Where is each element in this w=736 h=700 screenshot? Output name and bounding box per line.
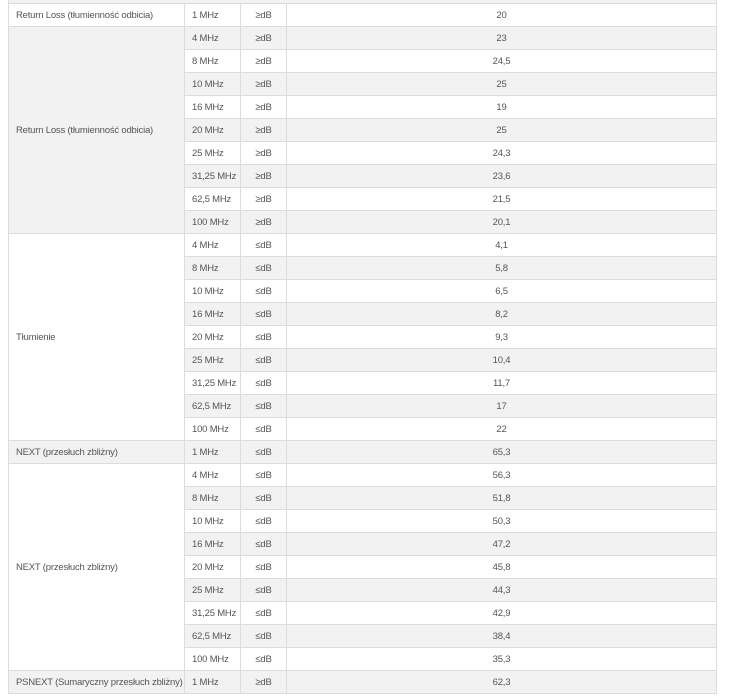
unit-cell: ≤dB xyxy=(241,464,287,487)
frequency-cell: 25 MHz xyxy=(185,579,241,602)
unit-cell: ≤dB xyxy=(241,602,287,625)
value-cell: 56,3 xyxy=(287,464,717,487)
value-cell: 24,5 xyxy=(287,50,717,73)
parameter-cell: PSNEXT (Sumaryczny przesłuch zbliżny) xyxy=(9,671,185,694)
parameter-cell: Tłumienie xyxy=(9,234,185,441)
unit-cell: ≤dB xyxy=(241,257,287,280)
unit-cell: ≥dB xyxy=(241,27,287,50)
value-cell: 35,3 xyxy=(287,648,717,671)
parameter-cell: NEXT (przesłuch zbliżny) xyxy=(9,441,185,464)
frequency-cell: 100 MHz xyxy=(185,648,241,671)
unit-cell: ≤dB xyxy=(241,556,287,579)
parameter-cell: Return Loss (tłumienność odbicia) xyxy=(9,4,185,27)
value-cell: 25 xyxy=(287,73,717,96)
unit-cell: ≥dB xyxy=(241,119,287,142)
unit-cell: ≤dB xyxy=(241,487,287,510)
value-cell: 23,6 xyxy=(287,165,717,188)
frequency-cell: 16 MHz xyxy=(185,303,241,326)
value-cell: 44,3 xyxy=(287,579,717,602)
value-cell: 65,3 xyxy=(287,441,717,464)
frequency-cell: 20 MHz xyxy=(185,119,241,142)
value-cell: 38,4 xyxy=(287,625,717,648)
frequency-cell: 62,5 MHz xyxy=(185,625,241,648)
value-cell: 22 xyxy=(287,418,717,441)
value-cell: 6,5 xyxy=(287,280,717,303)
value-cell: 47,2 xyxy=(287,533,717,556)
parameter-cell: NEXT (przesłuch zbliżny) xyxy=(9,464,185,671)
frequency-cell: 20 MHz xyxy=(185,326,241,349)
frequency-cell: 8 MHz xyxy=(185,487,241,510)
unit-cell: ≤dB xyxy=(241,441,287,464)
frequency-cell: 10 MHz xyxy=(185,510,241,533)
unit-cell: ≤dB xyxy=(241,234,287,257)
value-cell: 20 xyxy=(287,4,717,27)
value-cell: 9,3 xyxy=(287,326,717,349)
table-row xyxy=(9,464,717,487)
unit-cell: ≤dB xyxy=(241,625,287,648)
value-cell: 45,8 xyxy=(287,556,717,579)
frequency-cell: 1 MHz xyxy=(185,4,241,27)
frequency-cell: 16 MHz xyxy=(185,96,241,119)
frequency-cell: 8 MHz xyxy=(185,257,241,280)
value-cell: 8,2 xyxy=(287,303,717,326)
unit-cell: ≤dB xyxy=(241,579,287,602)
frequency-cell: 62,5 MHz xyxy=(185,188,241,211)
value-cell: 11,7 xyxy=(287,372,717,395)
unit-cell: ≤dB xyxy=(241,326,287,349)
frequency-cell: 100 MHz xyxy=(185,418,241,441)
value-cell: 5,8 xyxy=(287,257,717,280)
frequency-cell: 25 MHz xyxy=(185,142,241,165)
unit-cell: ≤dB xyxy=(241,418,287,441)
table-row xyxy=(9,671,717,694)
unit-cell: ≥dB xyxy=(241,4,287,27)
frequency-cell: 16 MHz xyxy=(185,533,241,556)
unit-cell: ≥dB xyxy=(241,142,287,165)
value-cell: 21,5 xyxy=(287,188,717,211)
table-row xyxy=(9,234,717,257)
frequency-cell: 10 MHz xyxy=(185,280,241,303)
frequency-cell: 31,25 MHz xyxy=(185,602,241,625)
table-row xyxy=(9,441,717,464)
spec-table-container xyxy=(8,3,717,694)
value-cell: 10,4 xyxy=(287,349,717,372)
frequency-cell: 31,25 MHz xyxy=(185,372,241,395)
parameter-cell: Return Loss (tłumienność odbicia) xyxy=(9,27,185,234)
value-cell: 4,1 xyxy=(287,234,717,257)
unit-cell: ≥dB xyxy=(241,671,287,694)
frequency-cell: 10 MHz xyxy=(185,73,241,96)
frequency-cell: 100 MHz xyxy=(185,211,241,234)
frequency-cell: 25 MHz xyxy=(185,349,241,372)
unit-cell: ≤dB xyxy=(241,280,287,303)
unit-cell: ≥dB xyxy=(241,73,287,96)
value-cell: 42,9 xyxy=(287,602,717,625)
unit-cell: ≥dB xyxy=(241,165,287,188)
unit-cell: ≤dB xyxy=(241,510,287,533)
table-row xyxy=(9,27,717,50)
unit-cell: ≥dB xyxy=(241,96,287,119)
unit-cell: ≤dB xyxy=(241,372,287,395)
frequency-cell: 20 MHz xyxy=(185,556,241,579)
table-row xyxy=(9,4,717,27)
frequency-cell: 8 MHz xyxy=(185,50,241,73)
unit-cell: ≥dB xyxy=(241,211,287,234)
unit-cell: ≤dB xyxy=(241,533,287,556)
unit-cell: ≥dB xyxy=(241,188,287,211)
frequency-cell: 1 MHz xyxy=(185,671,241,694)
value-cell: 25 xyxy=(287,119,717,142)
frequency-cell: 62,5 MHz xyxy=(185,395,241,418)
unit-cell: ≤dB xyxy=(241,648,287,671)
value-cell: 24,3 xyxy=(287,142,717,165)
frequency-cell: 1 MHz xyxy=(185,441,241,464)
cable-spec-table xyxy=(8,3,717,694)
frequency-cell: 4 MHz xyxy=(185,27,241,50)
value-cell: 17 xyxy=(287,395,717,418)
frequency-cell: 31,25 MHz xyxy=(185,165,241,188)
unit-cell: ≤dB xyxy=(241,303,287,326)
value-cell: 19 xyxy=(287,96,717,119)
unit-cell: ≤dB xyxy=(241,395,287,418)
frequency-cell: 4 MHz xyxy=(185,464,241,487)
value-cell: 20,1 xyxy=(287,211,717,234)
frequency-cell: 4 MHz xyxy=(185,234,241,257)
unit-cell: ≥dB xyxy=(241,50,287,73)
spec-table-body xyxy=(9,4,717,694)
value-cell: 51,8 xyxy=(287,487,717,510)
value-cell: 50,3 xyxy=(287,510,717,533)
value-cell: 62,3 xyxy=(287,671,717,694)
value-cell: 23 xyxy=(287,27,717,50)
unit-cell: ≤dB xyxy=(241,349,287,372)
